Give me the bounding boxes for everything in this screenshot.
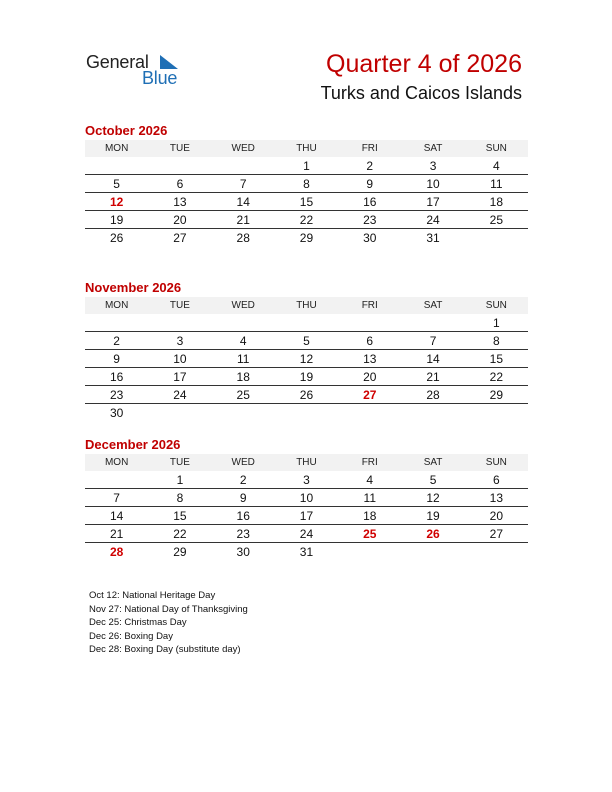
day-cell: 12 <box>275 350 338 368</box>
day-cell: 19 <box>85 211 148 229</box>
week-row <box>85 350 528 368</box>
weekday-header: FRI <box>338 297 401 314</box>
day-cell: 9 <box>338 175 401 193</box>
day-cell <box>85 471 148 489</box>
day-cell <box>275 314 338 332</box>
week-row <box>85 229 528 247</box>
weekday-header: SAT <box>401 140 464 157</box>
day-cell <box>465 404 528 422</box>
day-cell: 5 <box>85 175 148 193</box>
day-cell: 17 <box>401 193 464 211</box>
weekday-header-row <box>85 297 528 314</box>
day-cell: 8 <box>465 332 528 350</box>
day-cell: 3 <box>148 332 211 350</box>
month-november <box>85 279 528 421</box>
day-cell <box>275 404 338 422</box>
day-cell: 19 <box>401 507 464 525</box>
holiday-note: Dec 25: Christmas Day <box>89 617 187 628</box>
day-cell <box>212 404 275 422</box>
week-row <box>85 507 528 525</box>
day-cell <box>338 404 401 422</box>
day-cell: 30 <box>363 230 377 245</box>
weekday-header: SUN <box>465 454 528 471</box>
day-cell: 16 <box>338 193 401 211</box>
week-row <box>85 368 528 386</box>
week-row <box>85 193 528 211</box>
day-cell: 20 <box>148 211 211 229</box>
day-cell: 22 <box>275 211 338 229</box>
weekday-header: WED <box>212 454 275 471</box>
day-cell: 10 <box>148 350 211 368</box>
weekday-header: WED <box>212 140 275 157</box>
day-cell: 16 <box>85 368 148 386</box>
day-cell: 17 <box>148 368 211 386</box>
weekday-header: TUE <box>148 140 211 157</box>
day-cell: 7 <box>401 332 464 350</box>
day-cell: 23 <box>338 211 401 229</box>
logo-word-blue: Blue <box>142 68 178 88</box>
month-title: December 2026 <box>85 437 181 452</box>
weekday-header: MON <box>85 140 148 157</box>
day-cell <box>85 314 148 332</box>
day-cell: 15 <box>465 350 528 368</box>
day-cell: 20 <box>465 507 528 525</box>
calendar-table <box>85 297 528 421</box>
week-row <box>85 543 528 561</box>
holiday-day-cell: 26 <box>401 525 464 543</box>
day-cell: 30 <box>109 405 124 420</box>
week-row <box>85 157 528 175</box>
day-cell: 16 <box>212 507 275 525</box>
holiday-note: Oct 12: National Heritage Day <box>89 590 216 601</box>
calendar-table <box>85 454 528 560</box>
week-row <box>85 332 528 350</box>
day-cell: 7 <box>212 175 275 193</box>
day-cell: 13 <box>338 350 401 368</box>
day-cell: 5 <box>275 332 338 350</box>
day-cell: 25 <box>465 211 528 229</box>
day-cell <box>465 229 528 247</box>
weekday-header: SUN <box>465 140 528 157</box>
page-title: Quarter 4 of 2026 <box>326 50 522 78</box>
day-cell: 1 <box>465 314 528 332</box>
day-cell: 29 <box>173 544 187 559</box>
day-cell: 25 <box>212 386 275 404</box>
day-cell: 21 <box>85 525 148 543</box>
day-cell: 29 <box>465 386 528 404</box>
day-cell <box>148 404 211 422</box>
logo <box>86 52 196 92</box>
day-cell: 3 <box>401 157 464 175</box>
week-row <box>85 314 528 332</box>
day-cell: 8 <box>148 489 211 507</box>
day-cell: 28 <box>401 386 464 404</box>
day-cell: 27 <box>465 525 528 543</box>
day-cell: 1 <box>275 157 338 175</box>
weekday-header: THU <box>275 140 338 157</box>
day-cell <box>148 314 211 332</box>
day-cell: 13 <box>465 489 528 507</box>
weekday-header: SAT <box>401 454 464 471</box>
day-cell: 21 <box>212 211 275 229</box>
holiday-day-cell: 28 <box>109 544 124 559</box>
weekday-header: FRI <box>338 140 401 157</box>
day-cell: 23 <box>85 386 148 404</box>
day-cell <box>401 314 464 332</box>
week-row <box>85 211 528 229</box>
week-row <box>85 489 528 507</box>
week-row <box>85 175 528 193</box>
holiday-day-cell: 25 <box>338 525 401 543</box>
day-cell <box>465 543 528 561</box>
week-row <box>85 404 528 422</box>
logo-word-general: General <box>86 52 149 72</box>
day-cell: 10 <box>401 175 464 193</box>
day-cell: 15 <box>275 193 338 211</box>
day-cell: 18 <box>212 368 275 386</box>
calendar-table <box>85 140 528 246</box>
day-cell: 17 <box>275 507 338 525</box>
day-cell: 26 <box>275 386 338 404</box>
weekday-header: MON <box>85 454 148 471</box>
day-cell: 24 <box>401 211 464 229</box>
day-cell: 19 <box>275 368 338 386</box>
weekday-header: MON <box>85 297 148 314</box>
day-cell: 27 <box>173 230 187 245</box>
holiday-notes <box>89 589 248 657</box>
day-cell <box>401 543 464 561</box>
holiday-note: Dec 26: Boxing Day <box>89 630 173 642</box>
day-cell: 7 <box>85 489 148 507</box>
day-cell: 13 <box>148 193 211 211</box>
holiday-note: Dec 28: Boxing Day (substitute day) <box>89 644 241 655</box>
day-cell: 14 <box>85 507 148 525</box>
day-cell <box>338 314 401 332</box>
month-december <box>85 436 528 560</box>
day-cell: 15 <box>148 507 211 525</box>
day-cell: 12 <box>401 489 464 507</box>
day-cell: 6 <box>465 471 528 489</box>
day-cell: 10 <box>275 489 338 507</box>
day-cell: 31 <box>426 230 440 245</box>
day-cell: 31 <box>299 544 314 559</box>
weekday-header: FRI <box>338 454 401 471</box>
day-cell <box>85 157 148 175</box>
day-cell: 18 <box>338 507 401 525</box>
month-title: October 2026 <box>85 123 168 138</box>
day-cell: 9 <box>212 489 275 507</box>
day-cell: 8 <box>275 175 338 193</box>
week-row <box>85 471 528 489</box>
day-cell: 14 <box>401 350 464 368</box>
day-cell: 4 <box>338 471 401 489</box>
day-cell: 30 <box>236 544 250 559</box>
holiday-day-cell: 27 <box>338 386 401 404</box>
weekday-header: TUE <box>148 454 211 471</box>
day-cell: 28 <box>236 230 250 245</box>
day-cell: 21 <box>401 368 464 386</box>
day-cell: 4 <box>465 157 528 175</box>
weekday-header: SAT <box>401 297 464 314</box>
day-cell <box>401 404 464 422</box>
day-cell: 23 <box>212 525 275 543</box>
weekday-header: WED <box>212 297 275 314</box>
day-cell: 14 <box>212 193 275 211</box>
day-cell: 11 <box>465 175 528 193</box>
day-cell: 2 <box>338 157 401 175</box>
day-cell: 11 <box>338 489 401 507</box>
day-cell: 24 <box>275 525 338 543</box>
day-cell: 18 <box>465 193 528 211</box>
month-october <box>85 122 528 246</box>
holiday-note: Nov 27: National Day of Thanksgiving <box>89 603 248 615</box>
day-cell: 1 <box>148 471 211 489</box>
day-cell: 3 <box>275 471 338 489</box>
day-cell <box>148 157 211 175</box>
day-cell: 2 <box>85 332 148 350</box>
logo-triangle-icon <box>160 55 178 69</box>
day-cell: 9 <box>85 350 148 368</box>
day-cell: 20 <box>338 368 401 386</box>
day-cell: 4 <box>212 332 275 350</box>
day-cell: 24 <box>148 386 211 404</box>
day-cell: 29 <box>299 230 314 245</box>
holiday-day-cell: 12 <box>85 193 148 211</box>
day-cell: 26 <box>109 230 124 245</box>
weekday-header: SUN <box>465 297 528 314</box>
day-cell: 6 <box>148 175 211 193</box>
day-cell: 11 <box>212 350 275 368</box>
month-title: November 2026 <box>85 280 182 295</box>
week-row <box>85 525 528 543</box>
weekday-header-row <box>85 140 528 157</box>
day-cell <box>212 157 275 175</box>
day-cell: 22 <box>148 525 211 543</box>
day-cell: 6 <box>338 332 401 350</box>
weekday-header: TUE <box>148 297 211 314</box>
weekday-header: THU <box>275 454 338 471</box>
day-cell: 2 <box>212 471 275 489</box>
page-subtitle: Turks and Caicos Islands <box>320 83 522 103</box>
day-cell: 22 <box>465 368 528 386</box>
weekday-header-row <box>85 454 528 471</box>
week-row <box>85 386 528 404</box>
day-cell: 5 <box>401 471 464 489</box>
day-cell <box>212 314 275 332</box>
weekday-header: THU <box>275 297 338 314</box>
day-cell <box>338 543 401 561</box>
